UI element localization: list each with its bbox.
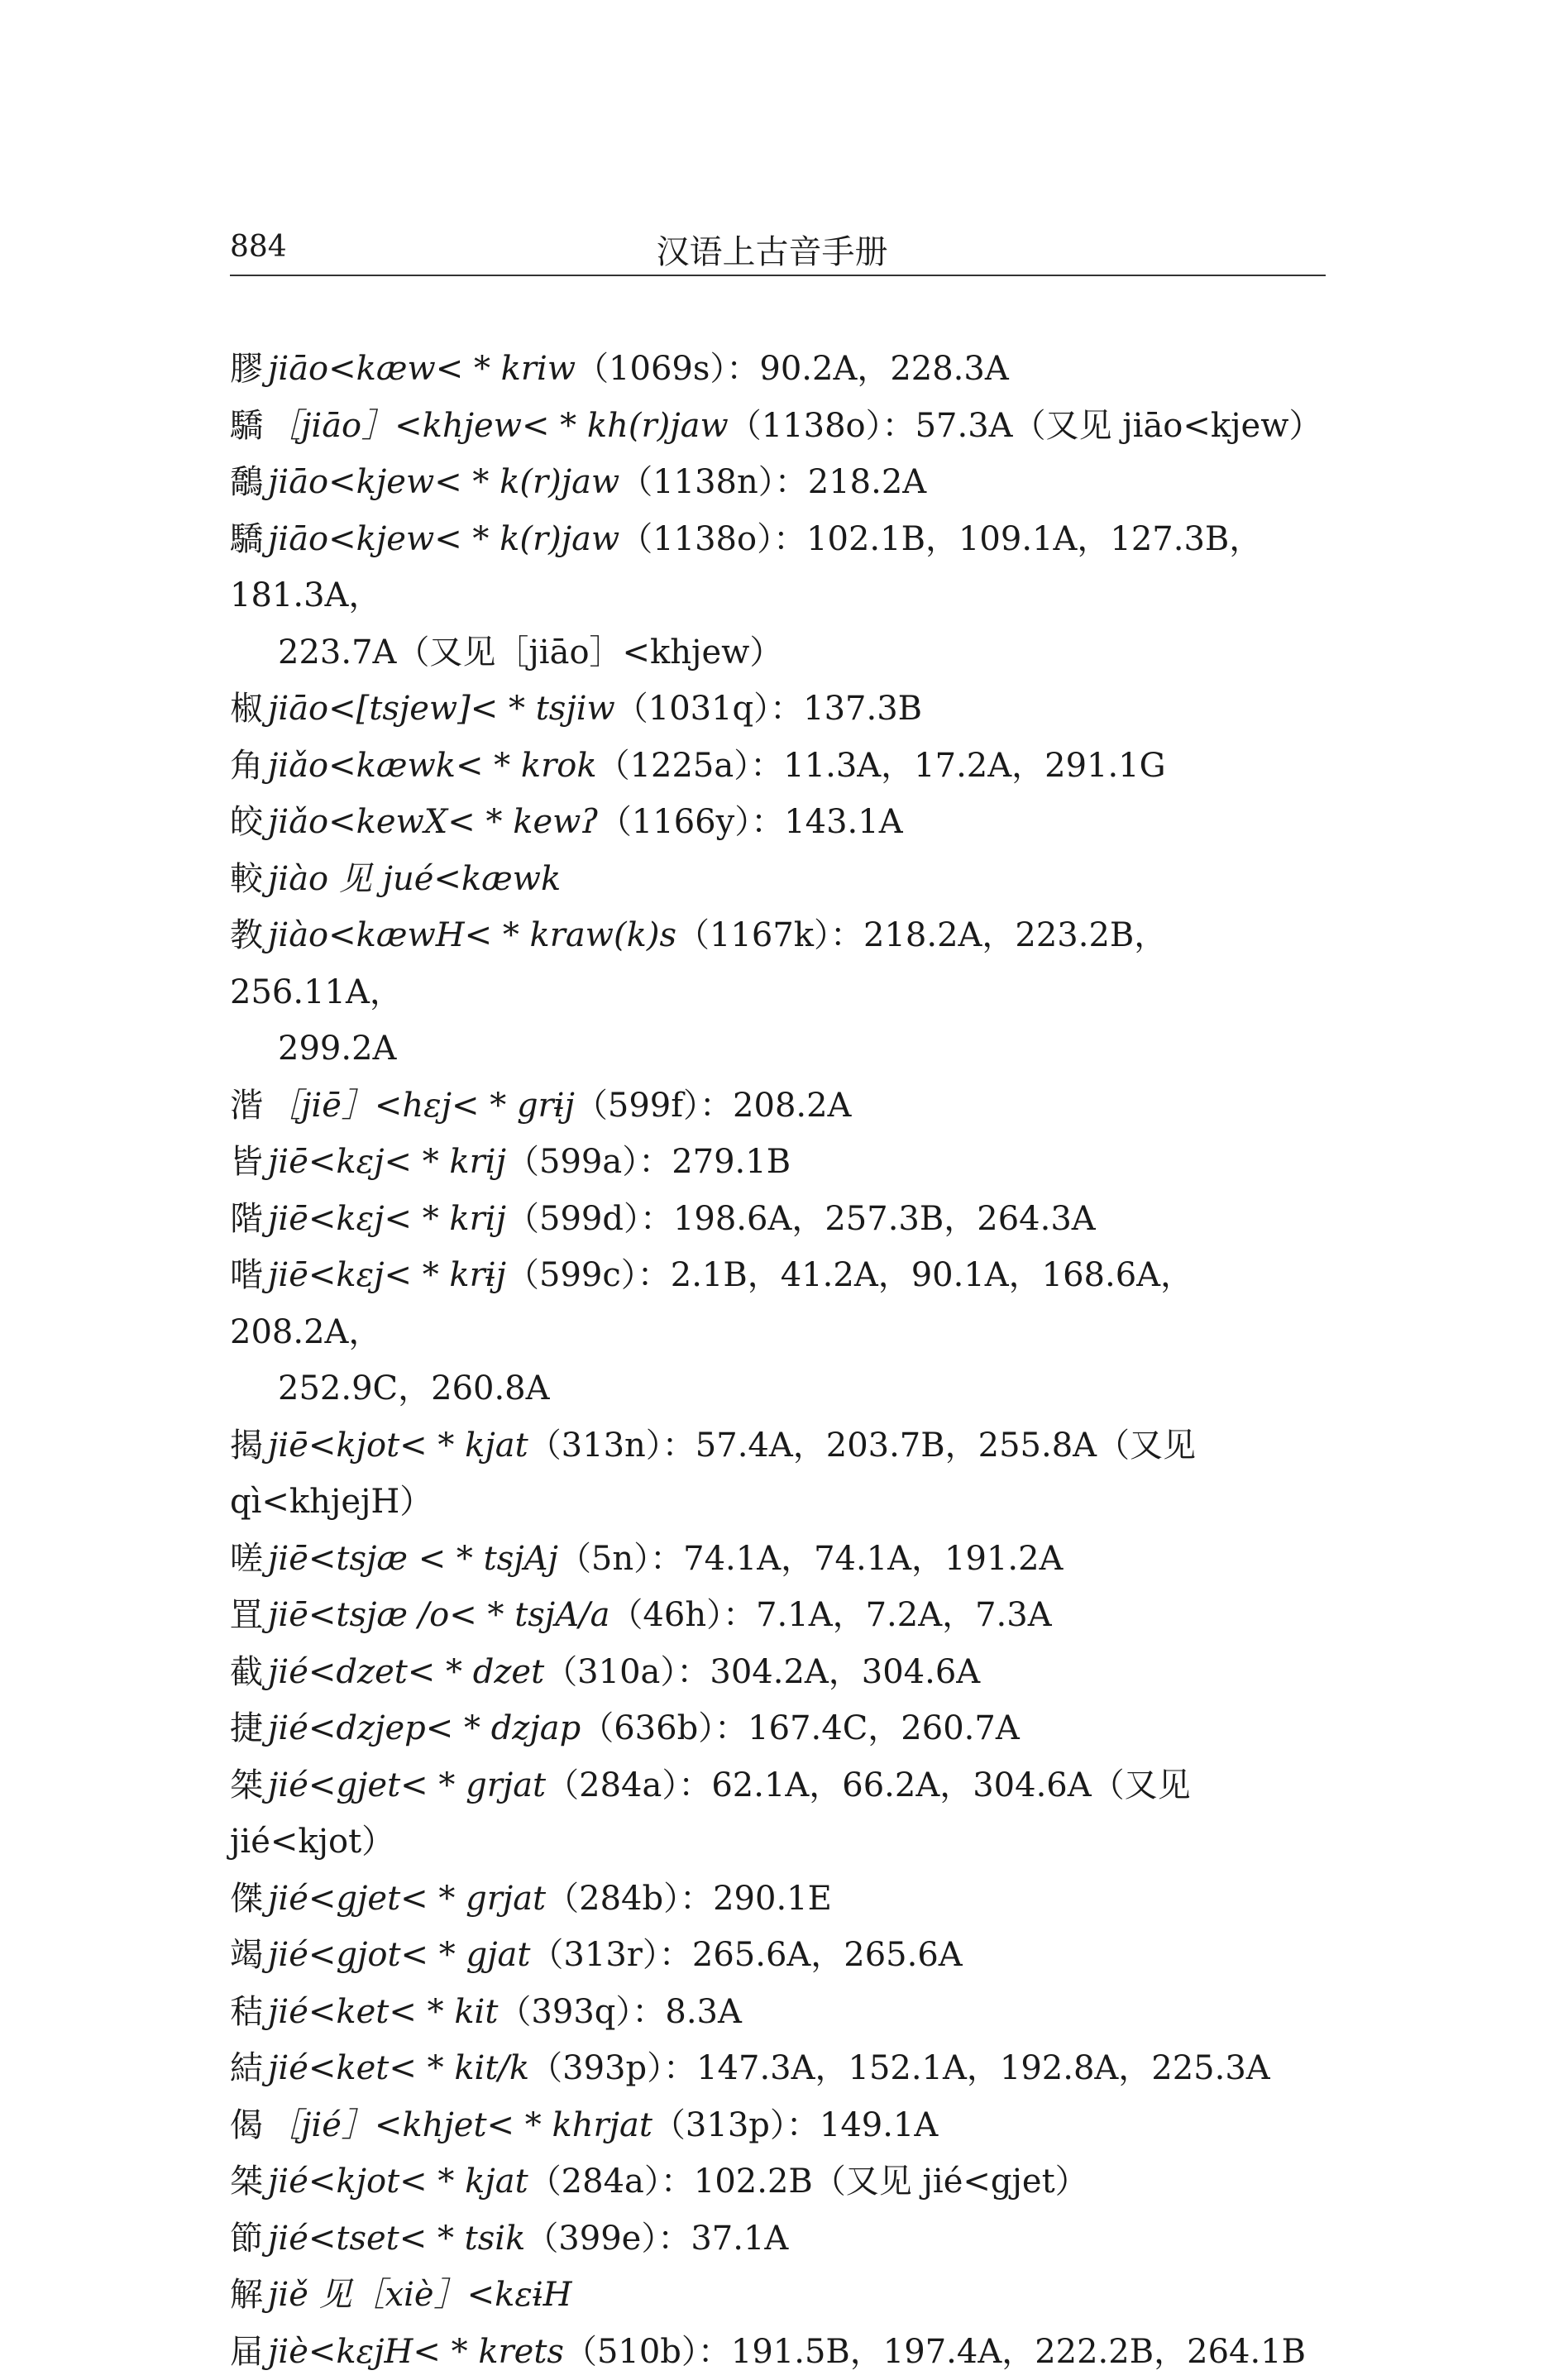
dictionary-entry [230,1531,1338,1588]
entry-detail: （284a）：62.1A，66.2A，304.6A（又见 jié<kjot） [230,1766,1191,1861]
dictionary-entry [230,738,1338,795]
entry-reading: jié<ket< * kit [268,1993,498,2031]
entry-reading: jié<ket< * kit/k [268,2049,529,2087]
entry-continuation: 252.9C，260.8A [230,1360,1338,1417]
entry-character: 桀 [230,2163,263,2201]
entry-character: 桀 [230,1766,263,1804]
entry-detail: （313n）：57.4A，203.7B，255.8A（又见 qì<khjejH） [230,1427,1196,1522]
entry-reading: jié<gjet< * grjat [268,1880,546,1918]
entry-reading: ［jié］<khjet< * khrjat [268,2106,652,2144]
dictionary-entry [230,1871,1338,1928]
entry-character: 結 [230,2049,263,2087]
entry-detail: （1138o）：57.3A（又见 jiāo<kjew） [729,407,1322,445]
entry-detail: （1166y）：143.1A [599,803,903,841]
entry-reading: jiào 见 jué<kæwk [268,860,561,898]
entry-reading: jiē<kɛj< * krij [268,1143,506,1181]
entry-character: 膠 [230,350,263,388]
dictionary-entry [230,1984,1338,2041]
entry-reading: jié<dzet< * dzet [268,1653,544,1691]
entry-reading: jiāo<kjew< * k(r)jaw [268,520,619,558]
entry-reading: jiāo<[tsjew]< * tsjiw [268,690,615,728]
dictionary-entry [230,2097,1338,2154]
entry-detail: （1031q）：137.3B [615,690,922,728]
entry-detail: （1069s）：90.2A，228.3A [576,350,1009,388]
dictionary-entry [230,511,1338,681]
entry-character: 皎 [230,803,263,841]
entry-reading: jiào<kæwH< * kraw(k)s [268,916,676,954]
entry-detail: （310a）：304.2A，304.6A [544,1653,980,1691]
entry-detail: （313p）：149.1A [652,2106,938,2144]
dictionary-entry [230,1191,1338,1248]
dictionary-entry [230,1644,1338,1701]
entry-reading: jiē<kɛj< * krij [268,1200,506,1238]
entry-character: 鷮 [230,463,263,501]
page-number: 884 [230,230,287,264]
entry-detail: （284b）：290.1E [546,1880,832,1918]
entry-detail: （599d）：198.6A，257.3B，264.3A [506,1200,1096,1238]
entry-detail: （393p）：147.3A，152.1A，192.8A，225.3A [529,2049,1270,2087]
dictionary-entry [230,681,1338,738]
dictionary-entry [230,398,1338,455]
entry-reading: jiě 见［xiè］<kɛɨH [268,2276,572,2314]
dictionary-entry [230,1078,1338,1135]
dictionary-entry [230,341,1338,398]
entry-character: 解 [230,2276,263,2314]
dictionary-entry [230,1247,1338,1417]
dictionary-entry [230,2153,1338,2210]
dictionary-entry [230,794,1338,851]
entry-character: 階 [230,1200,263,1238]
running-title: 汉语上古音手册 [0,226,1544,273]
entry-character: 偈 [230,2106,263,2144]
entry-character: 嗟 [230,1540,263,1578]
entry-detail: （5n）：74.1A，74.1A，191.2A [558,1540,1064,1578]
entry-character: 截 [230,1653,263,1691]
entry-character: 届 [230,2333,263,2371]
entry-list [230,341,1338,2380]
entry-character: 驕 [230,520,263,558]
dictionary-entry [230,1700,1338,1757]
dictionary-entry [230,1587,1338,1644]
entry-character: 皆 [230,1143,263,1181]
entry-reading: ［jiē］<hɛj< * grɨj [268,1087,575,1125]
entry-character: 喈 [230,1256,263,1294]
entry-character: 教 [230,916,263,954]
entry-reading: jiāo<kjew< * k(r)jaw [268,463,619,501]
entry-reading: jié<gjet< * grjat [268,1766,546,1804]
entry-detail: （1138n）：218.2A [619,463,926,501]
entry-detail: （510b）：191.5B，197.4A，222.2B，264.1B [564,2333,1306,2371]
dictionary-entry [230,2267,1338,2324]
dictionary-entry [230,2324,1338,2380]
dictionary-entry [230,1927,1338,1984]
entry-character: 揭 [230,1427,263,1465]
entry-character: 傑 [230,1880,263,1918]
entry-reading: ［jiāo］<khjew< * kh(r)jaw [268,407,729,445]
entry-detail: （599a）：279.1B [506,1143,791,1181]
entry-detail: （313r）：265.6A，265.6A [530,1936,962,1974]
entry-reading: jiē<tsjæ < * tsjAj [268,1540,558,1578]
entry-character: 竭 [230,1936,263,1974]
entry-continuation: 299.2A [230,1020,1338,1078]
entry-character: 角 [230,747,263,785]
entry-reading: jiǎo<kewX< * kewʔ [268,803,599,841]
entry-reading: jiǎo<kæwk< * krok [268,747,597,785]
dictionary-entry [230,2040,1338,2097]
entry-detail: （1167k）：218.2A，223.2B，256.11A， [230,916,1167,1011]
dictionary-entry [230,907,1338,1078]
entry-continuation: 223.7A（又见［jiāo］<khjew） [230,624,1338,681]
entry-detail: （599c）：2.1B，41.2A，90.1A，168.6A，208.2A， [230,1256,1193,1351]
entry-reading: jié<dzjep< * dzjap [268,1709,581,1747]
entry-reading: jiē<kɛj< * krɨj [268,1256,506,1294]
entry-reading: jié<tset< * tsik [268,2220,525,2258]
entry-character: 節 [230,2220,263,2258]
entry-reading: jiē<kjot< * kjat [268,1427,528,1465]
entry-character: 椒 [230,690,263,728]
entry-character: 驕 [230,407,263,445]
entry-reading: jiè<kɛjH< * krets [268,2333,564,2371]
entry-detail: （599f）：208.2A [575,1087,852,1125]
entry-detail: （1225a）：11.3A，17.2A，291.1G [597,747,1166,785]
dictionary-entry [230,454,1338,511]
entry-reading: jié<kjot< * kjat [268,2163,528,2201]
entry-detail: （399e）：37.1A [525,2220,788,2258]
entry-character: 較 [230,860,263,898]
entry-detail: （1138o）：102.1B，109.1A，127.3B，181.3A， [230,520,1262,615]
entry-reading: jiē<tsjæ /o< * tsjA/a [268,1596,609,1634]
dictionary-entry [230,1134,1338,1191]
entry-character: 湝 [230,1087,263,1125]
entry-reading: jié<gjot< * gjat [268,1936,530,1974]
entry-detail: （393q）：8.3A [498,1993,741,2031]
entry-detail: （284a）：102.2B（又见 jié<gjet） [528,2163,1088,2201]
entry-character: 罝 [230,1596,263,1634]
entry-detail: （46h）：7.1A，7.2A，7.3A [609,1596,1051,1634]
header-rule [230,275,1326,276]
entry-character: 秸 [230,1993,263,2031]
dictionary-entry [230,1757,1338,1871]
entry-reading: jiāo<kæw< * kriw [268,350,576,388]
dictionary-entry [230,1417,1338,1531]
entry-detail: （636b）：167.4C，260.7A [581,1709,1019,1747]
dictionary-entry [230,851,1338,908]
dictionary-entry [230,2210,1338,2268]
entry-character: 捷 [230,1709,263,1747]
